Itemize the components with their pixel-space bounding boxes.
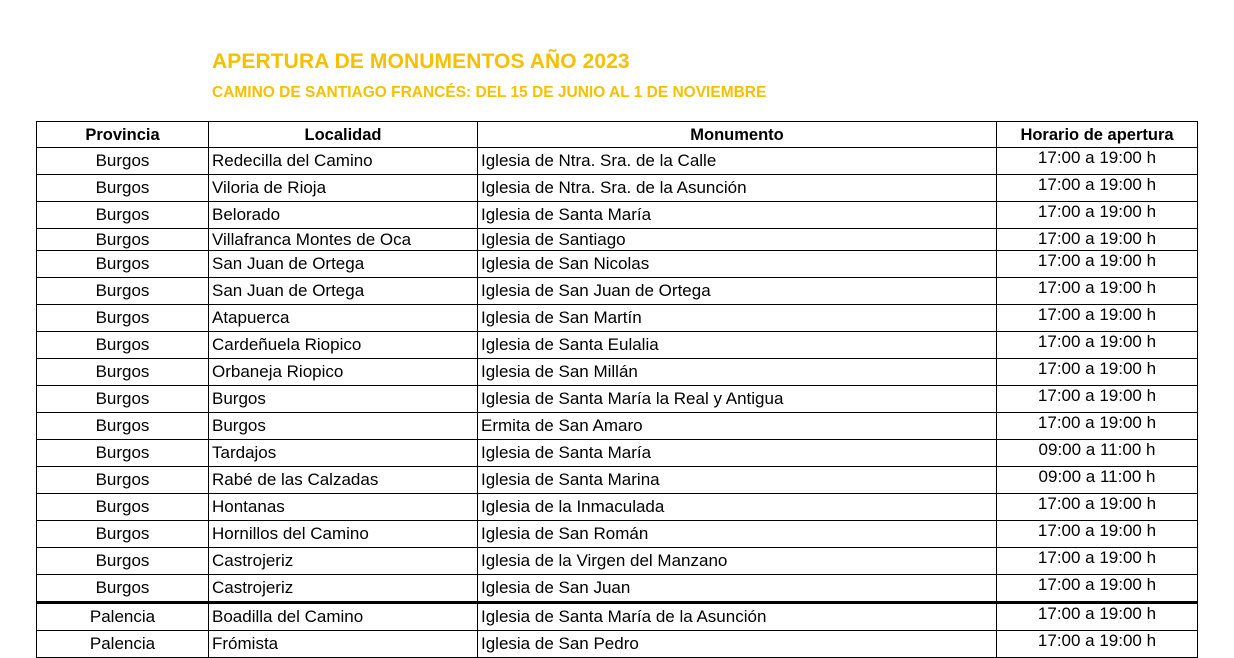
cell-horario: 17:00 a 19:00 h: [997, 359, 1198, 386]
table-row: [37, 631, 1198, 658]
cell-provincia: Palencia: [37, 603, 209, 631]
cell-monumento: Iglesia de San Juan: [478, 575, 997, 603]
table-row: [37, 603, 1198, 631]
cell-monumento: Iglesia de Santiago: [478, 229, 997, 251]
cell-provincia: Burgos: [37, 494, 209, 521]
cell-horario: 09:00 a 11:00 h: [997, 440, 1198, 467]
cell-monumento: Iglesia de la Inmaculada: [478, 494, 997, 521]
cell-horario: 17:00 a 19:00 h: [997, 631, 1198, 658]
cell-provincia: Burgos: [37, 386, 209, 413]
cell-localidad: Burgos: [209, 413, 478, 440]
cell-provincia: Burgos: [37, 521, 209, 548]
table-row: [37, 202, 1198, 229]
monuments-table: [36, 121, 1198, 658]
table-row: [37, 467, 1198, 494]
cell-monumento: Iglesia de San Martín: [478, 305, 997, 332]
cell-localidad: San Juan de Ortega: [209, 278, 478, 305]
cell-localidad: Redecilla del Camino: [209, 148, 478, 175]
table-row: [37, 229, 1198, 251]
cell-horario: 17:00 a 19:00 h: [997, 251, 1198, 278]
header-horario: Horario de apertura: [997, 122, 1198, 148]
cell-provincia: Burgos: [37, 440, 209, 467]
header-localidad: Localidad: [209, 122, 478, 148]
cell-horario: 17:00 a 19:00 h: [997, 603, 1198, 631]
cell-monumento: Iglesia de San Román: [478, 521, 997, 548]
cell-localidad: Tardajos: [209, 440, 478, 467]
table-header-row: [37, 122, 1198, 148]
cell-monumento: Ermita de San Amaro: [478, 413, 997, 440]
table-row: [37, 175, 1198, 202]
cell-provincia: Burgos: [37, 548, 209, 575]
cell-provincia: Burgos: [37, 278, 209, 305]
cell-localidad: Viloria de Rioja: [209, 175, 478, 202]
header-monumento: Monumento: [478, 122, 997, 148]
table-row: [37, 386, 1198, 413]
cell-provincia: Palencia: [37, 631, 209, 658]
cell-horario: 17:00 a 19:00 h: [997, 148, 1198, 175]
cell-monumento: Iglesia de Santa María: [478, 202, 997, 229]
cell-localidad: Belorado: [209, 202, 478, 229]
cell-monumento: Iglesia de San Nicolas: [478, 251, 997, 278]
cell-provincia: Burgos: [37, 148, 209, 175]
cell-provincia: Burgos: [37, 202, 209, 229]
cell-localidad: Villafranca Montes de Oca: [209, 229, 478, 251]
cell-horario: 17:00 a 19:00 h: [997, 229, 1198, 251]
cell-localidad: Hornillos del Camino: [209, 521, 478, 548]
cell-horario: 17:00 a 19:00 h: [997, 575, 1198, 603]
table-row: [37, 332, 1198, 359]
table-row: [37, 251, 1198, 278]
page-subtitle: CAMINO DE SANTIAGO FRANCÉS: DEL 15 DE JUNIO AL 1 DE NOVIEMBRE: [212, 84, 767, 101]
cell-monumento: Iglesia de Ntra. Sra. de la Asunción: [478, 175, 997, 202]
header-provincia: Provincia: [37, 122, 209, 148]
page-title: APERTURA DE MONUMENTOS AÑO 2023: [212, 50, 630, 73]
cell-horario: 17:00 a 19:00 h: [997, 494, 1198, 521]
cell-provincia: Burgos: [37, 251, 209, 278]
cell-horario: 09:00 a 11:00 h: [997, 467, 1198, 494]
cell-monumento: Iglesia de Santa María: [478, 440, 997, 467]
cell-horario: 17:00 a 19:00 h: [997, 413, 1198, 440]
cell-monumento: Iglesia de Santa Marina: [478, 467, 997, 494]
cell-provincia: Burgos: [37, 575, 209, 603]
table-row: [37, 521, 1198, 548]
cell-horario: 17:00 a 19:00 h: [997, 305, 1198, 332]
cell-horario: 17:00 a 19:00 h: [997, 202, 1198, 229]
cell-monumento: Iglesia de Ntra. Sra. de la Calle: [478, 148, 997, 175]
table-row: [37, 440, 1198, 467]
table-row: [37, 359, 1198, 386]
table-row: [37, 575, 1198, 603]
cell-provincia: Burgos: [37, 175, 209, 202]
cell-horario: 17:00 a 19:00 h: [997, 332, 1198, 359]
cell-horario: 17:00 a 19:00 h: [997, 386, 1198, 413]
table-row: [37, 413, 1198, 440]
cell-monumento: Iglesia de Santa María la Real y Antigua: [478, 386, 997, 413]
cell-provincia: Burgos: [37, 305, 209, 332]
table-row: [37, 494, 1198, 521]
cell-provincia: Burgos: [37, 229, 209, 251]
cell-localidad: Orbaneja Riopico: [209, 359, 478, 386]
cell-provincia: Burgos: [37, 467, 209, 494]
cell-monumento: Iglesia de Santa María de la Asunción: [478, 603, 997, 631]
cell-localidad: Atapuerca: [209, 305, 478, 332]
cell-horario: 17:00 a 19:00 h: [997, 278, 1198, 305]
table-row: [37, 548, 1198, 575]
cell-localidad: Frómista: [209, 631, 478, 658]
cell-localidad: Castrojeriz: [209, 548, 478, 575]
cell-localidad: Cardeñuela Riopico: [209, 332, 478, 359]
cell-monumento: Iglesia de Santa Eulalia: [478, 332, 997, 359]
cell-localidad: Boadilla del Camino: [209, 603, 478, 631]
cell-horario: 17:00 a 19:00 h: [997, 521, 1198, 548]
cell-localidad: San Juan de Ortega: [209, 251, 478, 278]
table-row: [37, 148, 1198, 175]
cell-localidad: Hontanas: [209, 494, 478, 521]
cell-monumento: Iglesia de San Juan de Ortega: [478, 278, 997, 305]
table-row: [37, 278, 1198, 305]
cell-monumento: Iglesia de San Millán: [478, 359, 997, 386]
cell-monumento: Iglesia de San Pedro: [478, 631, 997, 658]
cell-localidad: Rabé de las Calzadas: [209, 467, 478, 494]
cell-monumento: Iglesia de la Virgen del Manzano: [478, 548, 997, 575]
cell-provincia: Burgos: [37, 359, 209, 386]
cell-localidad: Castrojeriz: [209, 575, 478, 603]
cell-horario: 17:00 a 19:00 h: [997, 548, 1198, 575]
cell-horario: 17:00 a 19:00 h: [997, 175, 1198, 202]
table-row: [37, 305, 1198, 332]
cell-localidad: Burgos: [209, 386, 478, 413]
cell-provincia: Burgos: [37, 332, 209, 359]
cell-provincia: Burgos: [37, 413, 209, 440]
